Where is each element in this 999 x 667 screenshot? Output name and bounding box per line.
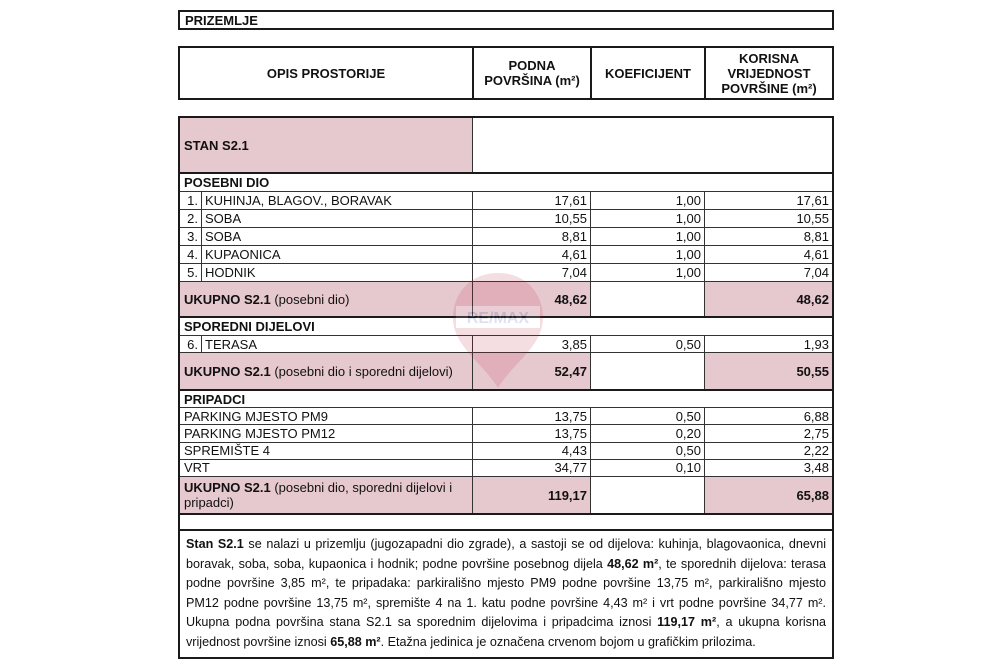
room-name: PARKING MJESTO PM12 bbox=[184, 425, 336, 441]
floor-title: PRIZEMLJE bbox=[178, 10, 834, 30]
coefficient-value: 1,00 bbox=[590, 246, 704, 263]
useful-value: 10,55 bbox=[704, 210, 832, 227]
room-name: SPREMIŠTE 4 bbox=[184, 443, 270, 459]
room-index: 4. bbox=[180, 246, 202, 263]
area-value: 3,85 bbox=[472, 336, 590, 352]
room-index: 2. bbox=[180, 210, 202, 227]
area-value: 8,81 bbox=[472, 228, 590, 245]
table-row bbox=[180, 425, 832, 442]
room-name: SOBA bbox=[205, 229, 242, 244]
header-korisna: KORISNA VRIJEDNOST POVRŠINE (m²) bbox=[704, 48, 832, 98]
coefficient-value: 0,50 bbox=[590, 443, 704, 459]
room-name: VRT bbox=[184, 460, 210, 476]
header-podna: PODNA POVRŠINA (m²) bbox=[472, 48, 590, 98]
area-value: 34,77 bbox=[472, 460, 590, 476]
description-text: Stan S2.1 se nalazi u prizemlju (jugozapadni dio zgrade), a sastoji se od dijelova: kuhinja, blagovaonica, dnevni boravak, soba, soba, kupaonica i hodnik; podne površine posebnog dijela 48,62 m², te sporednih dijelova: terasa podne površine 3,85 m², te pripadaka: parkirališno mjesto PM9 podne površine 13,75 m², parkirališno mjesto PM12 podne površine 13,75 m², spremište 4 na 1. katu podne površine 4,43 m² i vrt podne površine 34,77 m². Ukupna podna površina stana S2.1 sa sporednim dijelovima i pripadcima iznosi 119,17 m², a ukupna korisna vrijednost površine iznosi 65,88 m². Etažna jedinica je označena crvenom bojom u grafičkim prilozima. bbox=[186, 537, 827, 649]
total-row bbox=[180, 282, 832, 318]
area-value: 10,55 bbox=[472, 210, 590, 227]
room-name: PARKING MJESTO PM9 bbox=[184, 408, 328, 424]
room-index: 1. bbox=[180, 192, 202, 209]
table-row bbox=[180, 264, 832, 282]
room-index: 3. bbox=[180, 228, 202, 245]
coefficient-value: 1,00 bbox=[590, 210, 704, 227]
area-value: 13,75 bbox=[472, 425, 590, 441]
total-area: 48,62 bbox=[472, 282, 590, 316]
room-cell bbox=[180, 228, 472, 245]
table-row bbox=[180, 336, 832, 353]
unit-blank bbox=[472, 118, 832, 172]
unit-name: STAN S2.1 bbox=[180, 118, 472, 172]
table-row bbox=[180, 192, 832, 210]
section-header: PRIPADCI bbox=[180, 391, 832, 408]
useful-value: 7,04 bbox=[704, 264, 832, 281]
total-row bbox=[180, 477, 832, 515]
coefficient-value: 1,00 bbox=[590, 264, 704, 281]
area-value: 17,61 bbox=[472, 192, 590, 209]
coefficient-value: 1,00 bbox=[590, 192, 704, 209]
coefficient-value: 0,10 bbox=[590, 460, 704, 476]
unit-row bbox=[180, 118, 832, 174]
total-label: UKUPNO S2.1 (posebni dio i sporedni dijelovi) bbox=[180, 353, 472, 389]
useful-value: 1,93 bbox=[704, 336, 832, 352]
room-name: KUHINJA, BLAGOV., BORAVAK bbox=[205, 193, 392, 208]
room-name: KUPAONICA bbox=[205, 247, 281, 262]
table-row bbox=[180, 408, 832, 425]
room-cell bbox=[180, 192, 472, 209]
room-cell bbox=[180, 246, 472, 263]
room-index: 6. bbox=[180, 336, 202, 352]
useful-value: 2,75 bbox=[704, 425, 832, 441]
useful-value: 4,61 bbox=[704, 246, 832, 263]
useful-value: 17,61 bbox=[704, 192, 832, 209]
total-useful: 65,88 bbox=[704, 477, 832, 513]
section-header: POSEBNI DIO bbox=[180, 174, 832, 192]
section-header: SPOREDNI DIJELOVI bbox=[180, 318, 832, 336]
table-row bbox=[180, 228, 832, 246]
coefficient-value: 0,50 bbox=[590, 408, 704, 424]
useful-value: 8,81 bbox=[704, 228, 832, 245]
coefficient-value: 1,00 bbox=[590, 228, 704, 245]
room-cell bbox=[180, 264, 472, 281]
room-index: 5. bbox=[180, 264, 202, 281]
useful-value: 3,48 bbox=[704, 460, 832, 476]
total-useful: 48,62 bbox=[704, 282, 832, 316]
area-value: 13,75 bbox=[472, 408, 590, 424]
table-row bbox=[180, 443, 832, 460]
total-area: 52,47 bbox=[472, 353, 590, 389]
area-value: 7,04 bbox=[472, 264, 590, 281]
useful-value: 2,22 bbox=[704, 443, 832, 459]
table-row bbox=[180, 210, 832, 228]
coefficient-value: 0,50 bbox=[590, 336, 704, 352]
header-opis: OPIS PROSTORIJE bbox=[266, 65, 386, 81]
area-value: 4,43 bbox=[472, 443, 590, 459]
room-name: SOBA bbox=[205, 211, 242, 226]
total-label: UKUPNO S2.1 (posebni dio, sporedni dijelovi i pripadci) bbox=[180, 477, 472, 513]
header-koeficijent: KOEFICIJENT bbox=[590, 48, 704, 98]
room-cell bbox=[180, 336, 472, 352]
room-cell bbox=[180, 210, 472, 227]
area-table bbox=[178, 116, 834, 531]
coefficient-value: 0,20 bbox=[590, 425, 704, 441]
table-row bbox=[180, 246, 832, 264]
table-header bbox=[178, 46, 834, 100]
total-row bbox=[180, 353, 832, 391]
total-area: 119,17 bbox=[472, 477, 590, 513]
description-box bbox=[178, 529, 834, 659]
svg-text:RE/MAX: RE/MAX bbox=[466, 310, 530, 327]
table-row bbox=[180, 460, 832, 477]
room-name: TERASA bbox=[205, 336, 258, 352]
total-useful: 50,55 bbox=[704, 353, 832, 389]
useful-value: 6,88 bbox=[704, 408, 832, 424]
room-name: HODNIK bbox=[205, 265, 256, 280]
area-value: 4,61 bbox=[472, 246, 590, 263]
total-label: UKUPNO S2.1 (posebni dio) bbox=[180, 282, 472, 316]
